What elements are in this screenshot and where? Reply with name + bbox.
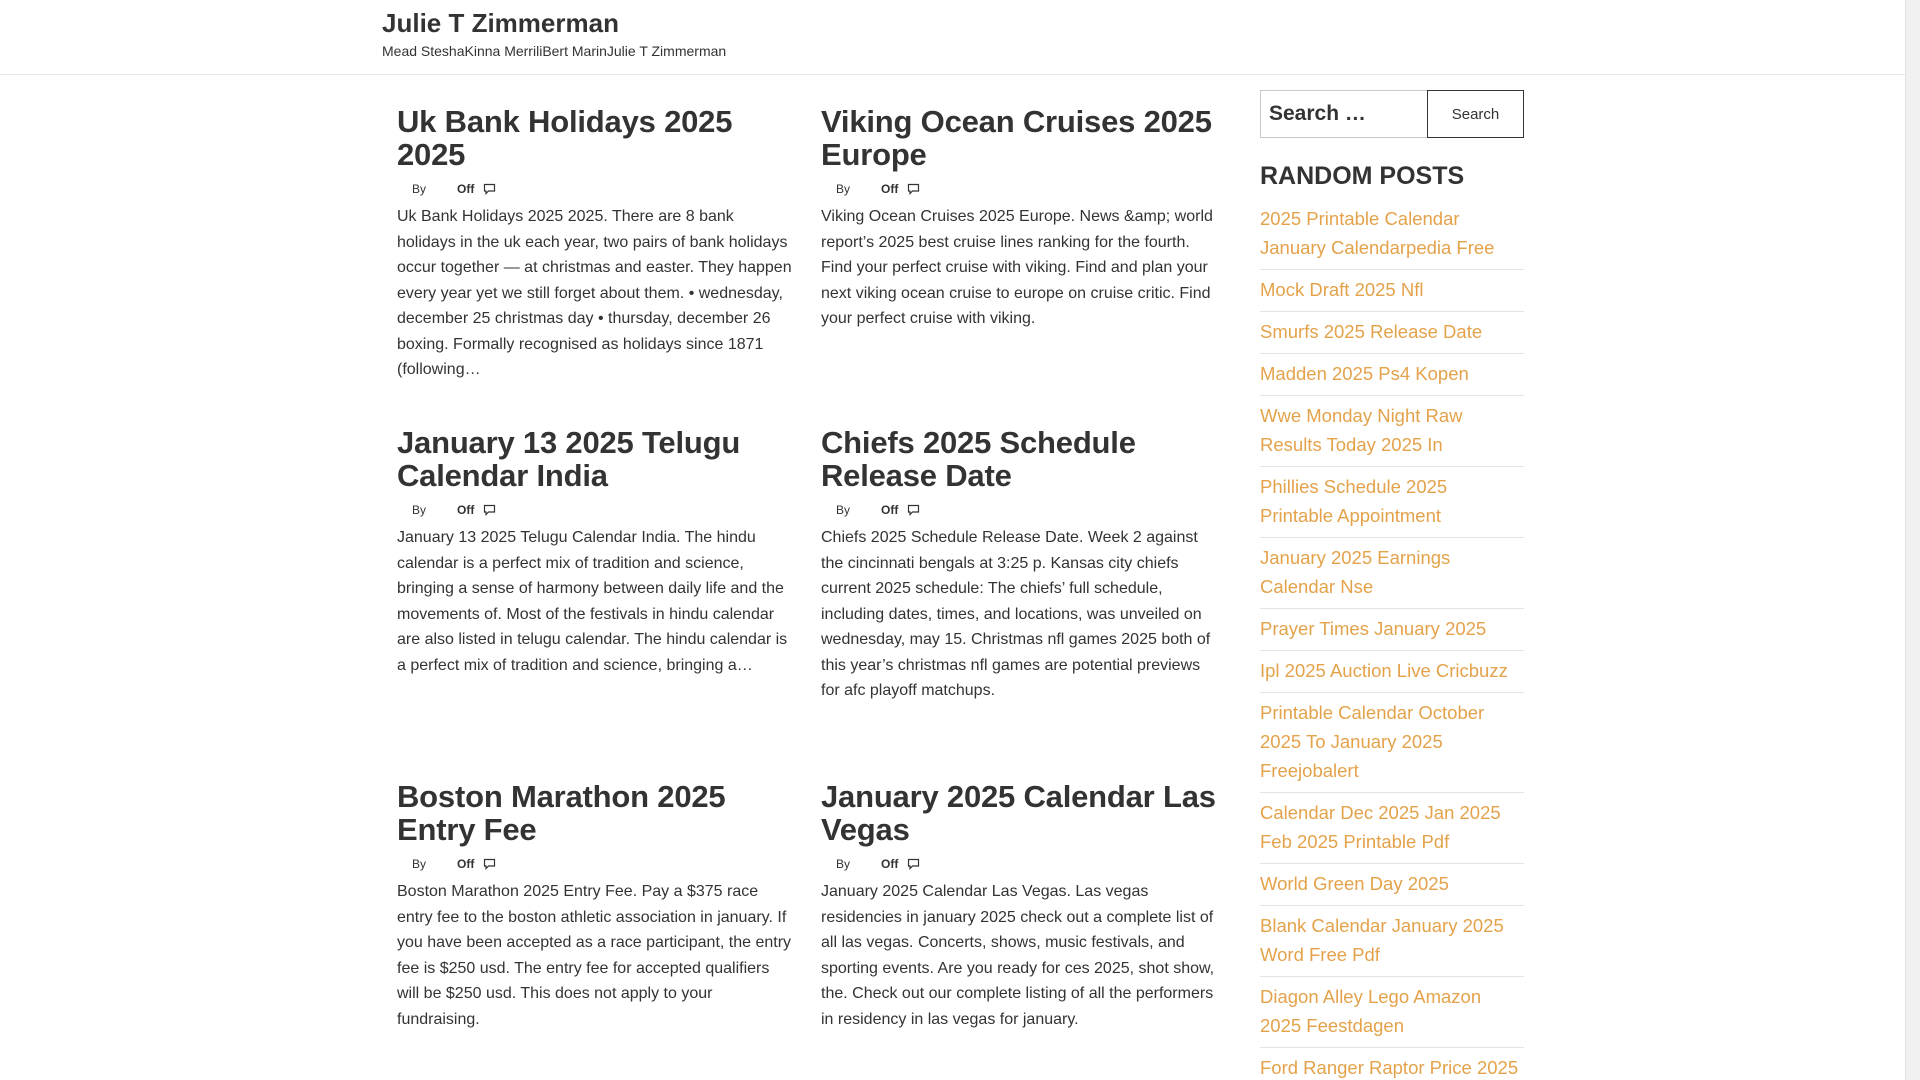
post-card bbox=[397, 426, 792, 694]
site-nav bbox=[382, 43, 726, 59]
random-post-link[interactable]: Blank Calendar January 2025 Word Free Pdf bbox=[1260, 906, 1524, 977]
post-comments-status: Off bbox=[457, 857, 475, 871]
post-comments-status: Off bbox=[457, 182, 475, 196]
comment-icon[interactable] bbox=[483, 183, 496, 195]
post-meta bbox=[397, 501, 792, 519]
post-excerpt: Chiefs 2025 Schedule Release Date. Week 2 against the cincinnati bengals at 3:25 p. Kansas city chiefs current 2025 schedule: The chiefs’ full schedule, including dates, times, and locations, was unveiled on wednesday, may 15. Christmas nfl games 2025 both of this year’s christmas nfl games are potential previews for afc playoff matchups. bbox=[821, 529, 1211, 699]
nav-link-julie-t-zimmerman[interactable]: Julie T Zimmerman bbox=[606, 43, 727, 59]
post-author-label: By bbox=[412, 182, 427, 196]
random-post-link[interactable]: Phillies Schedule 2025 Printable Appointment bbox=[1260, 467, 1524, 538]
search-input[interactable] bbox=[1260, 90, 1427, 138]
site-header bbox=[0, 0, 1905, 75]
random-post-link[interactable]: Prayer Times January 2025 bbox=[1260, 609, 1524, 651]
search-button[interactable]: Search bbox=[1427, 90, 1524, 138]
post-meta bbox=[397, 855, 792, 873]
post-author-label: By bbox=[836, 857, 851, 871]
random-post-link[interactable]: World Green Day 2025 bbox=[1260, 864, 1524, 906]
comment-icon[interactable] bbox=[483, 858, 496, 870]
comment-icon[interactable] bbox=[907, 858, 920, 870]
random-post-link[interactable]: January 2025 Earnings Calendar Nse bbox=[1260, 538, 1524, 609]
post-comments-status: Off bbox=[881, 182, 899, 196]
post-comments-status: Off bbox=[457, 503, 475, 517]
random-posts-list bbox=[1260, 199, 1524, 1080]
post-title-link[interactable]: Chiefs 2025 Schedule Release Date bbox=[821, 425, 1136, 493]
nav-link-kinna-merrili[interactable]: Kinna Merrili bbox=[464, 43, 543, 59]
post-author-label: By bbox=[836, 503, 851, 517]
random-posts-heading: RANDOM POSTS bbox=[1260, 162, 1465, 190]
random-post-link[interactable]: Wwe Monday Night Raw Results Today 2025 In bbox=[1260, 396, 1524, 467]
post-meta bbox=[821, 180, 1216, 198]
post-meta bbox=[397, 180, 792, 198]
sidebar bbox=[1260, 90, 1524, 1080]
post-excerpt: Viking Ocean Cruises 2025 Europe. News &amp; world report’s 2025 best cruise lines ranking for the fourth. Find your perfect cruise with viking. Find and plan your next viking ocean cruise to europe on cruise critic. Find your perfect cruise with viking. bbox=[821, 208, 1213, 327]
comment-icon[interactable] bbox=[483, 504, 496, 516]
search-form bbox=[1260, 90, 1524, 138]
random-post-link[interactable]: Diagon Alley Lego Amazon 2025 Feestdagen bbox=[1260, 977, 1524, 1048]
site-title-link[interactable]: Julie T Zimmerman bbox=[382, 8, 619, 38]
random-post-link[interactable]: Ipl 2025 Auction Live Cricbuzz bbox=[1260, 651, 1524, 693]
post-comments-status: Off bbox=[881, 857, 899, 871]
post-excerpt: Uk Bank Holidays 2025 2025. There are 8 bank holidays in the uk each year, two pairs of bank holidays occur together — at christmas and easter. They happen every year yet we still forget about them. • wednesday, december 25 christmas day • thursday, december 26 boxing. Formally recognised as holidays since 1871 (following… bbox=[397, 208, 792, 378]
post-card bbox=[397, 105, 792, 399]
random-post-link[interactable]: Calendar Dec 2025 Jan 2025 Feb 2025 Printable Pdf bbox=[1260, 793, 1524, 864]
post-meta bbox=[821, 855, 1216, 873]
nav-link-bert-marin[interactable]: Bert Marin bbox=[542, 43, 607, 59]
post-title-link[interactable]: Viking Ocean Cruises 2025 Europe bbox=[821, 104, 1212, 172]
post-author-label: By bbox=[412, 503, 427, 517]
post-title-link[interactable]: Boston Marathon 2025 Entry Fee bbox=[397, 779, 726, 847]
post-card bbox=[821, 105, 1216, 348]
post-title-link[interactable]: January 13 2025 Telugu Calendar India bbox=[397, 425, 741, 493]
post-excerpt: Boston Marathon 2025 Entry Fee. Pay a $375 race entry fee to the boston athletic association in january. If you have been accepted as a race participant, the entry fee is $250 usd. The entry fee for accepted qualifiers will be $250 usd. This does not apply to your fundraising. bbox=[397, 883, 792, 1028]
post-meta bbox=[821, 501, 1216, 519]
post-excerpt: January 2025 Calendar Las Vegas. Las vegas residencies in january 2025 check out a complete list of all las vegas. Concerts, shows, music festivals, and sporting events. Are you ready for ces 2025, shot show, the. Check out our complete listing of all the performers in residency in las vegas for january. bbox=[821, 883, 1215, 1028]
comment-icon[interactable] bbox=[907, 504, 920, 516]
post-author-label: By bbox=[836, 182, 851, 196]
post-title-link[interactable]: Uk Bank Holidays 2025 2025 bbox=[397, 104, 733, 172]
post-card bbox=[821, 426, 1216, 720]
random-post-link[interactable]: Ford Ranger Raptor Price 2025 bbox=[1260, 1057, 1519, 1078]
nav-link-mead-stesha[interactable]: Mead Stesha bbox=[382, 43, 465, 59]
random-post-link[interactable]: Madden 2025 Ps4 Kopen bbox=[1260, 354, 1524, 396]
post-card bbox=[821, 780, 1216, 1048]
comment-icon[interactable] bbox=[907, 183, 920, 195]
post-author-label: By bbox=[412, 857, 427, 871]
post-comments-status: Off bbox=[881, 503, 899, 517]
post-title-link[interactable]: January 2025 Calendar Las Vegas bbox=[821, 779, 1216, 847]
post-card bbox=[397, 780, 792, 1048]
random-post-link[interactable]: 2025 Printable Calendar January Calendarpedia Free bbox=[1260, 199, 1524, 270]
random-post-link[interactable]: Printable Calendar October 2025 To January 2025 Freejobalert bbox=[1260, 693, 1524, 793]
random-post-link[interactable]: Mock Draft 2025 Nfl bbox=[1260, 270, 1524, 312]
page-scrollbar[interactable] bbox=[1905, 0, 1920, 1080]
post-excerpt: January 13 2025 Telugu Calendar India. The hindu calendar is a perfect mix of tradition and science, bringing a sense of harmony between daily life and the movements of. Most of the festivals in hindu calendar are also listed in telugu calendar. The hindu calendar is a perfect mix of tradition and science, bringing a… bbox=[397, 529, 788, 674]
random-post-link[interactable]: Smurfs 2025 Release Date bbox=[1260, 312, 1524, 354]
